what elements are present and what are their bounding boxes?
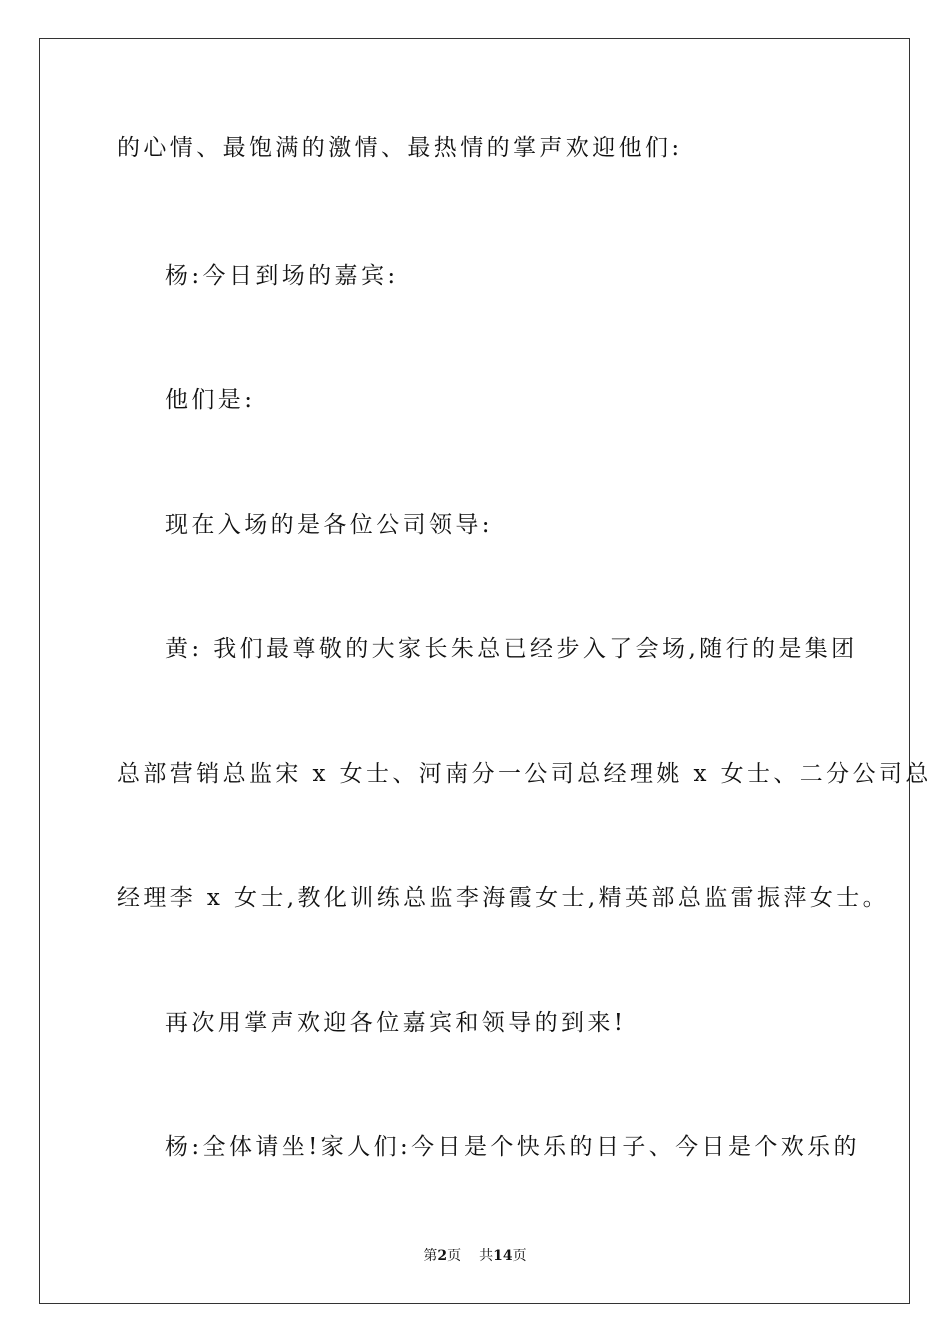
footer-page-prefix: 第 xyxy=(423,1248,438,1264)
page-frame xyxy=(39,38,932,1304)
paragraph-line-5: 黄: 我们最尊敬的大家长朱总已经步入了会场,随行的是集团 xyxy=(165,636,858,662)
paragraph-line-4: 现在入场的是各位公司领导: xyxy=(165,512,493,538)
footer-total-suffix: 页 xyxy=(512,1248,527,1264)
paragraph-line-2: 杨:今日到场的嘉宾: xyxy=(165,263,399,289)
footer-page-current: 2 xyxy=(437,1248,448,1264)
footer-page-suffix: 页 xyxy=(447,1248,462,1264)
footer-total-prefix: 共 xyxy=(479,1248,494,1264)
paragraph-line-6: 总部营销总监宋 x 女士、河南分一公司总经理姚 x 女士、二分公司总 xyxy=(117,761,932,787)
paragraph-line-8: 再次用掌声欢迎各位嘉宾和领导的到来! xyxy=(165,1010,627,1036)
paragraph-line-9: 杨:全体请坐!家人们:今日是个快乐的日子、今日是个欢乐的 xyxy=(165,1134,860,1160)
paragraph-line-3: 他们是: xyxy=(165,387,256,413)
page-footer xyxy=(0,1247,950,1265)
paragraph-line-1: 的心情、最饱满的激情、最热情的掌声欢迎他们: xyxy=(117,135,683,161)
paragraph-line-7: 经理李 x 女士,教化训练总监李海霞女士,精英部总监雷振萍女士。 xyxy=(117,885,890,911)
footer-page-total: 14 xyxy=(493,1248,513,1264)
